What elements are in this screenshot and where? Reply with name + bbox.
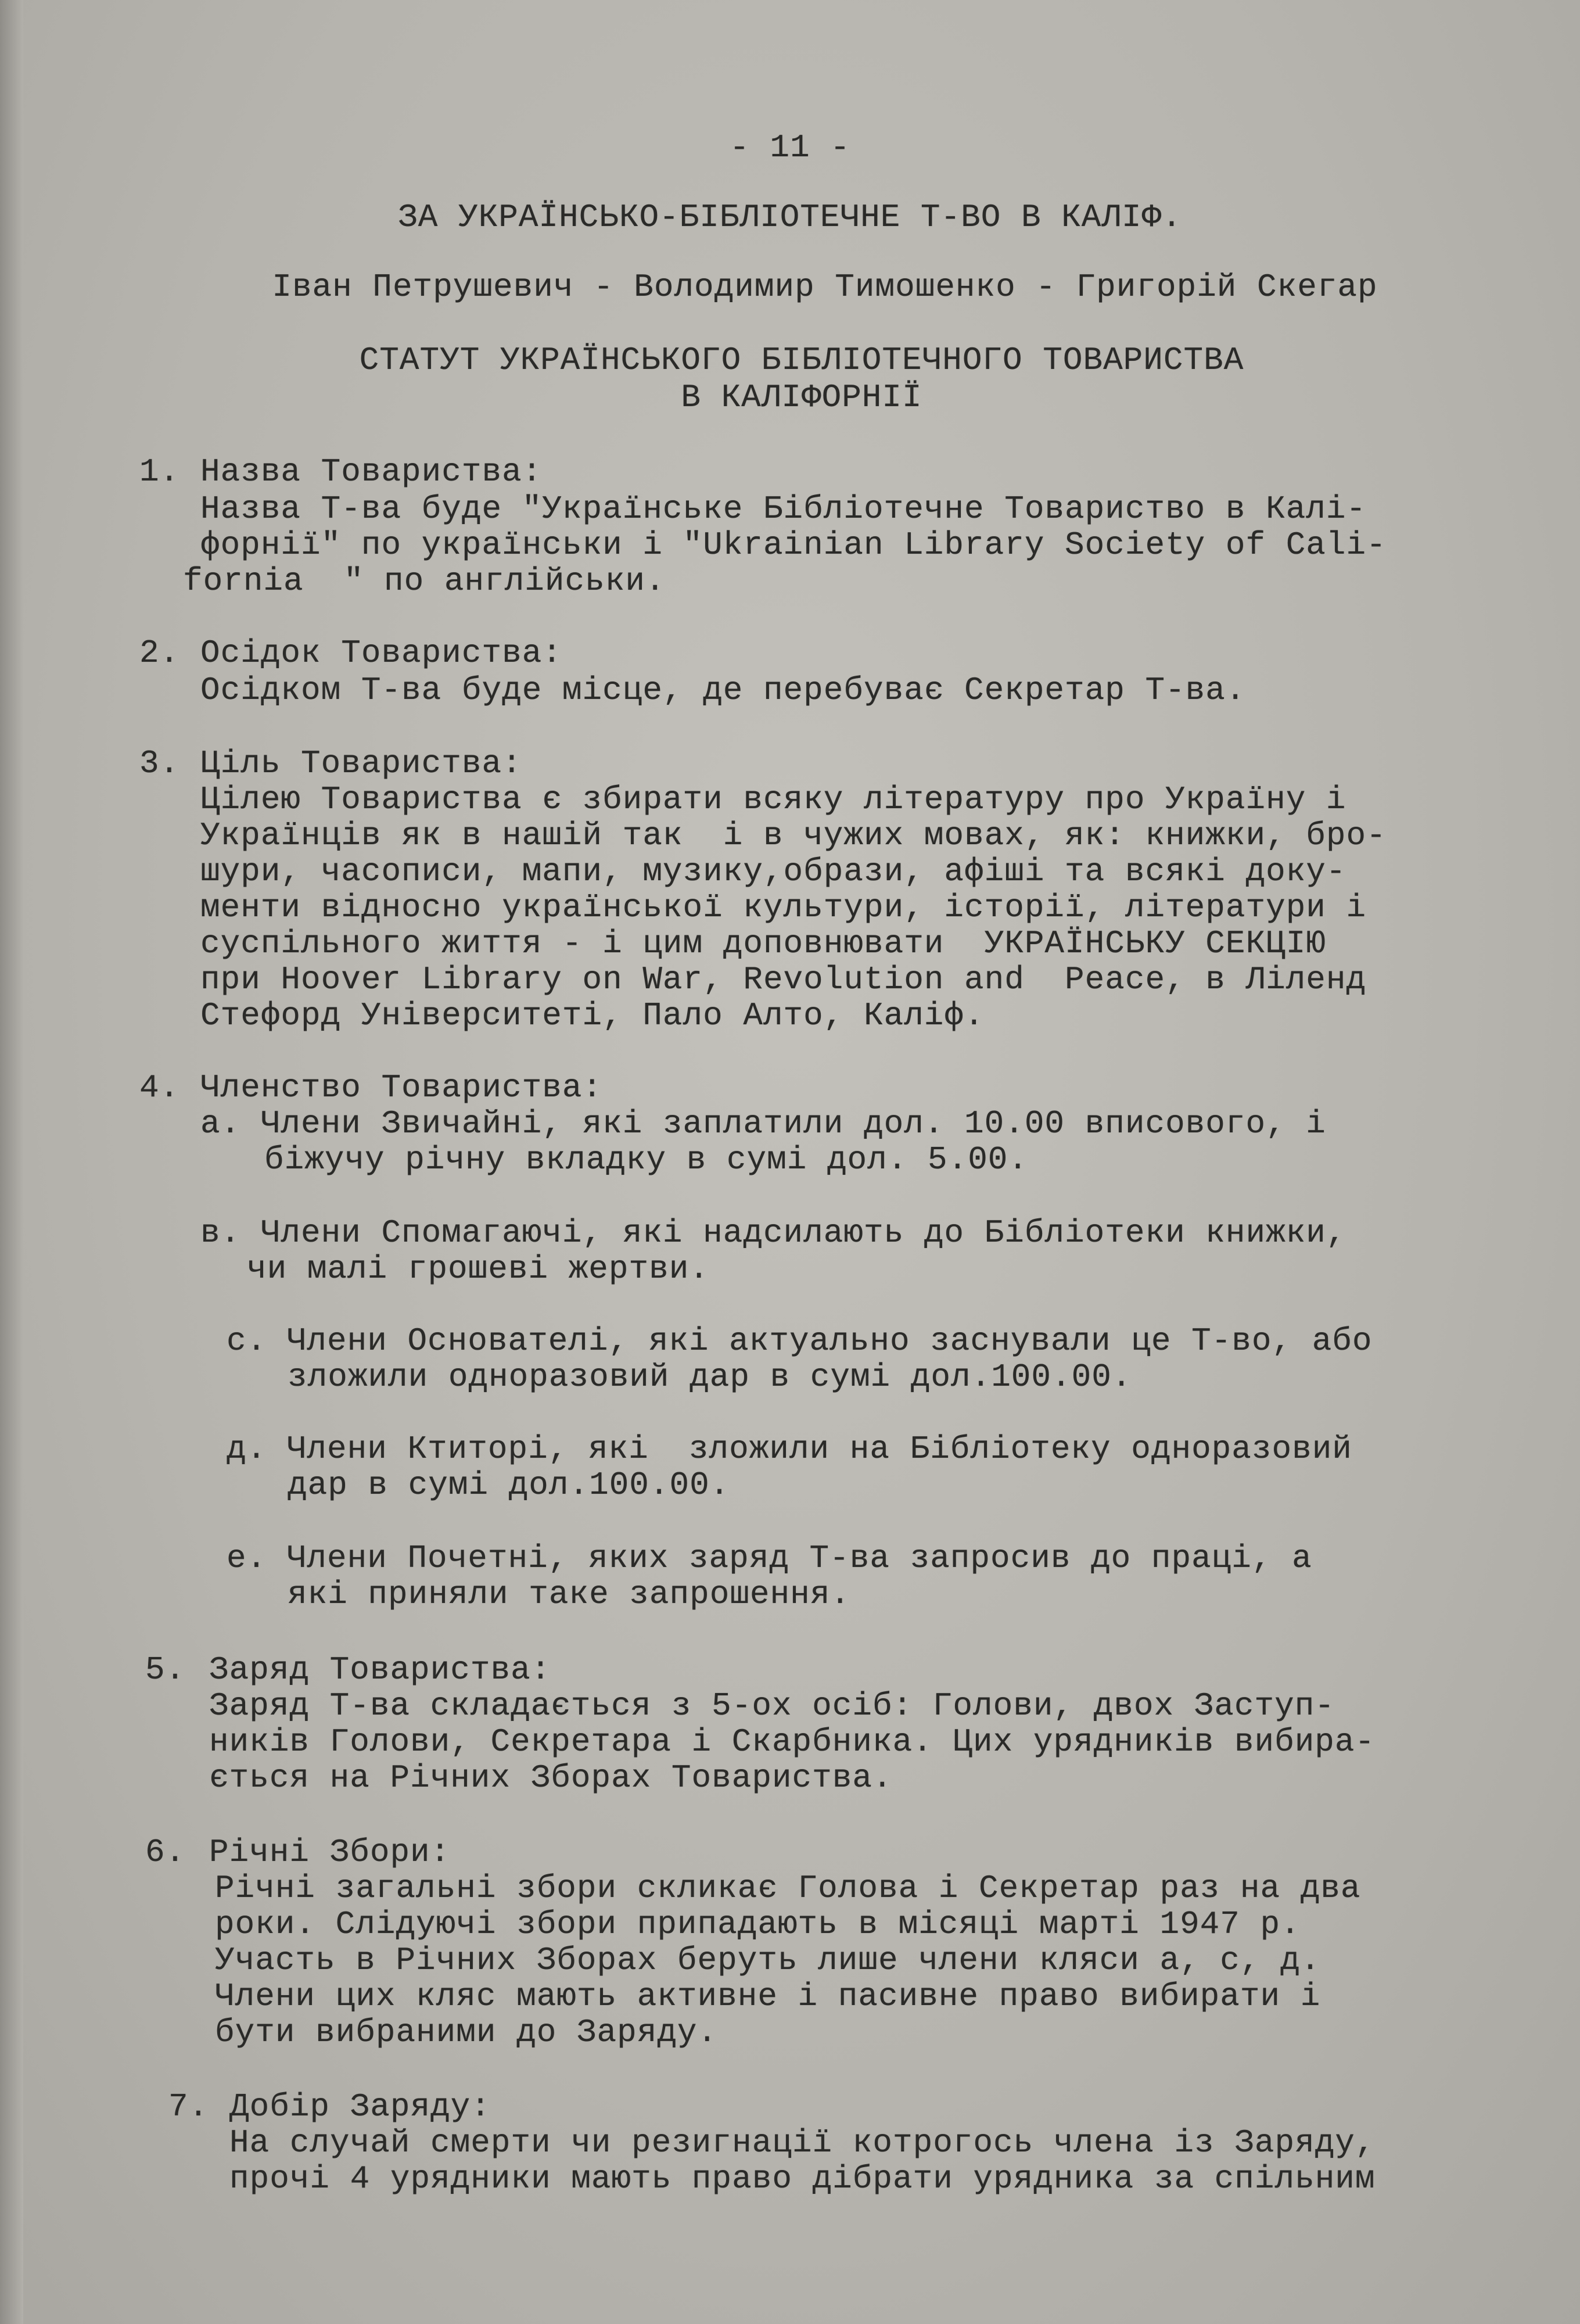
section-3-text: менти відносно української культури, історії, літератури і [200,889,1367,926]
membership-class-b-cont: чи малі грошеві жертви. [247,1250,709,1287]
membership-class-c: с. Члени Основателі, які актуально заснували це Т-во, або [227,1322,1373,1360]
document-title-line1: СТАТУТ УКРАЇНСЬКОГО БІБЛІОТЕЧНОГО ТОВАРИСТВА [359,342,1244,379]
section-6-text: Участь в Річних Зборах беруть лише члени кляси а, с, д. [215,1942,1321,1979]
section-3-text: Цілею Товариства є збирати всяку літературу про Україну і [200,781,1346,818]
membership-class-d-cont: дар в сумі дол.100.00. [288,1466,730,1504]
section-1-text: форнії" по українськи і "Ukrainian Library Society of Cali- [200,526,1387,564]
section-5-text: ється на Річних Зборах Товариства. [209,1759,893,1796]
section-1-number: 1. [139,453,180,490]
membership-class-e: е. Члени Почетні, яких заряд Т-ва запросив до праці, а [227,1540,1312,1577]
section-3-heading: Ціль Товариства: [200,745,522,782]
membership-class-b: в. Члени Спомагаючі, які надсилають до Бібліотеки книжки, [200,1214,1346,1251]
membership-class-d: д. Члени Ктиторі, які зложили на Бібліотеку одноразовий [227,1430,1352,1468]
section-3-text: Українців як в нашій так і в чужих мовах, як: книжки, бро- [200,817,1387,854]
section-2-heading: Осідок Товариства: [200,634,562,672]
section-7-number: 7. [168,2088,209,2125]
membership-class-a-cont: біжучу річну вкладку в сумі дол. 5.00. [264,1141,1029,1178]
section-4-heading: Членство Товариства: [200,1069,603,1106]
section-6-text: Члени цих кляс мають активне і пасивне право вибирати і [215,1978,1321,2015]
section-5-text: Заряд Т-ва складається з 5-ох осіб: Голови, двох Заступ- [209,1687,1335,1724]
section-7-text: На случай смерти чи резигнації котрогось члена із Заряду, [229,2124,1376,2161]
section-6-text: бути вибраними до Заряду. [215,2014,718,2051]
document-title-line2: В КАЛІФОРНІЇ [681,379,922,416]
section-5-text: ників Голови, Секретара і Скарбника. Цих урядників вибира- [209,1723,1376,1760]
section-1-heading: Назва Товариства: [200,453,543,490]
section-3-text: суспільного життя - і цим доповнювати УКРАЇНСЬКУ СЕКЦІЮ [200,925,1326,962]
section-6-text: Річні загальні збори скликає Голова і Секретар раз на два [215,1870,1361,1907]
section-6-number: 6. [145,1834,186,1871]
header-org: ЗА УКРАЇНСЬКО-БІБЛІОТЕЧНЕ Т-ВО В КАЛІФ. [398,199,1182,236]
section-3-text: при Hoover Library on War, Revolution and Peace, в Ліленд [200,961,1367,998]
section-5-heading: Заряд Товариства: [209,1651,551,1688]
section-5-number: 5. [145,1651,186,1688]
section-2-text: Осідком Т-ва буде місце, де перебуває Секретар Т-ва. [200,672,1246,709]
section-3-text: шури, часописи, мапи, музику,образи, афіші та всякі доку- [200,853,1346,890]
section-4-number: 4. [139,1069,180,1106]
header-signatories: Іван Петрушевич - Володимир Тимошенко - Григорій Скегар [272,268,1378,306]
section-7-text: прочі 4 урядники мають право дібрати урядника за спільним [229,2160,1376,2197]
section-6-heading: Річні Збори: [209,1834,451,1871]
membership-class-e-cont: які приняли таке запрошення. [288,1576,850,1613]
section-6-text: роки. Слідуючі збори припадають в місяці марті 1947 р. [215,1906,1301,1943]
section-7-heading: Добір Заряду: [229,2088,491,2125]
section-1-text: fornia " по англійськи. [183,562,666,600]
section-1-text: Назва Т-ва буде "Українське Бібліотечне Товариство в Калі- [200,490,1367,528]
section-3-number: 3. [139,745,180,782]
membership-class-a: а. Члени Звичайні, які заплатили дол. 10.00 вписового, і [200,1105,1326,1142]
section-3-text: Стефорд Університеті, Пало Алто, Каліф. [200,997,985,1034]
section-2-number: 2. [139,634,180,672]
membership-class-c-cont: зложили одноразовий дар в сумі дол.100.00. [288,1358,1132,1396]
page-number: - 11 - [730,129,850,166]
